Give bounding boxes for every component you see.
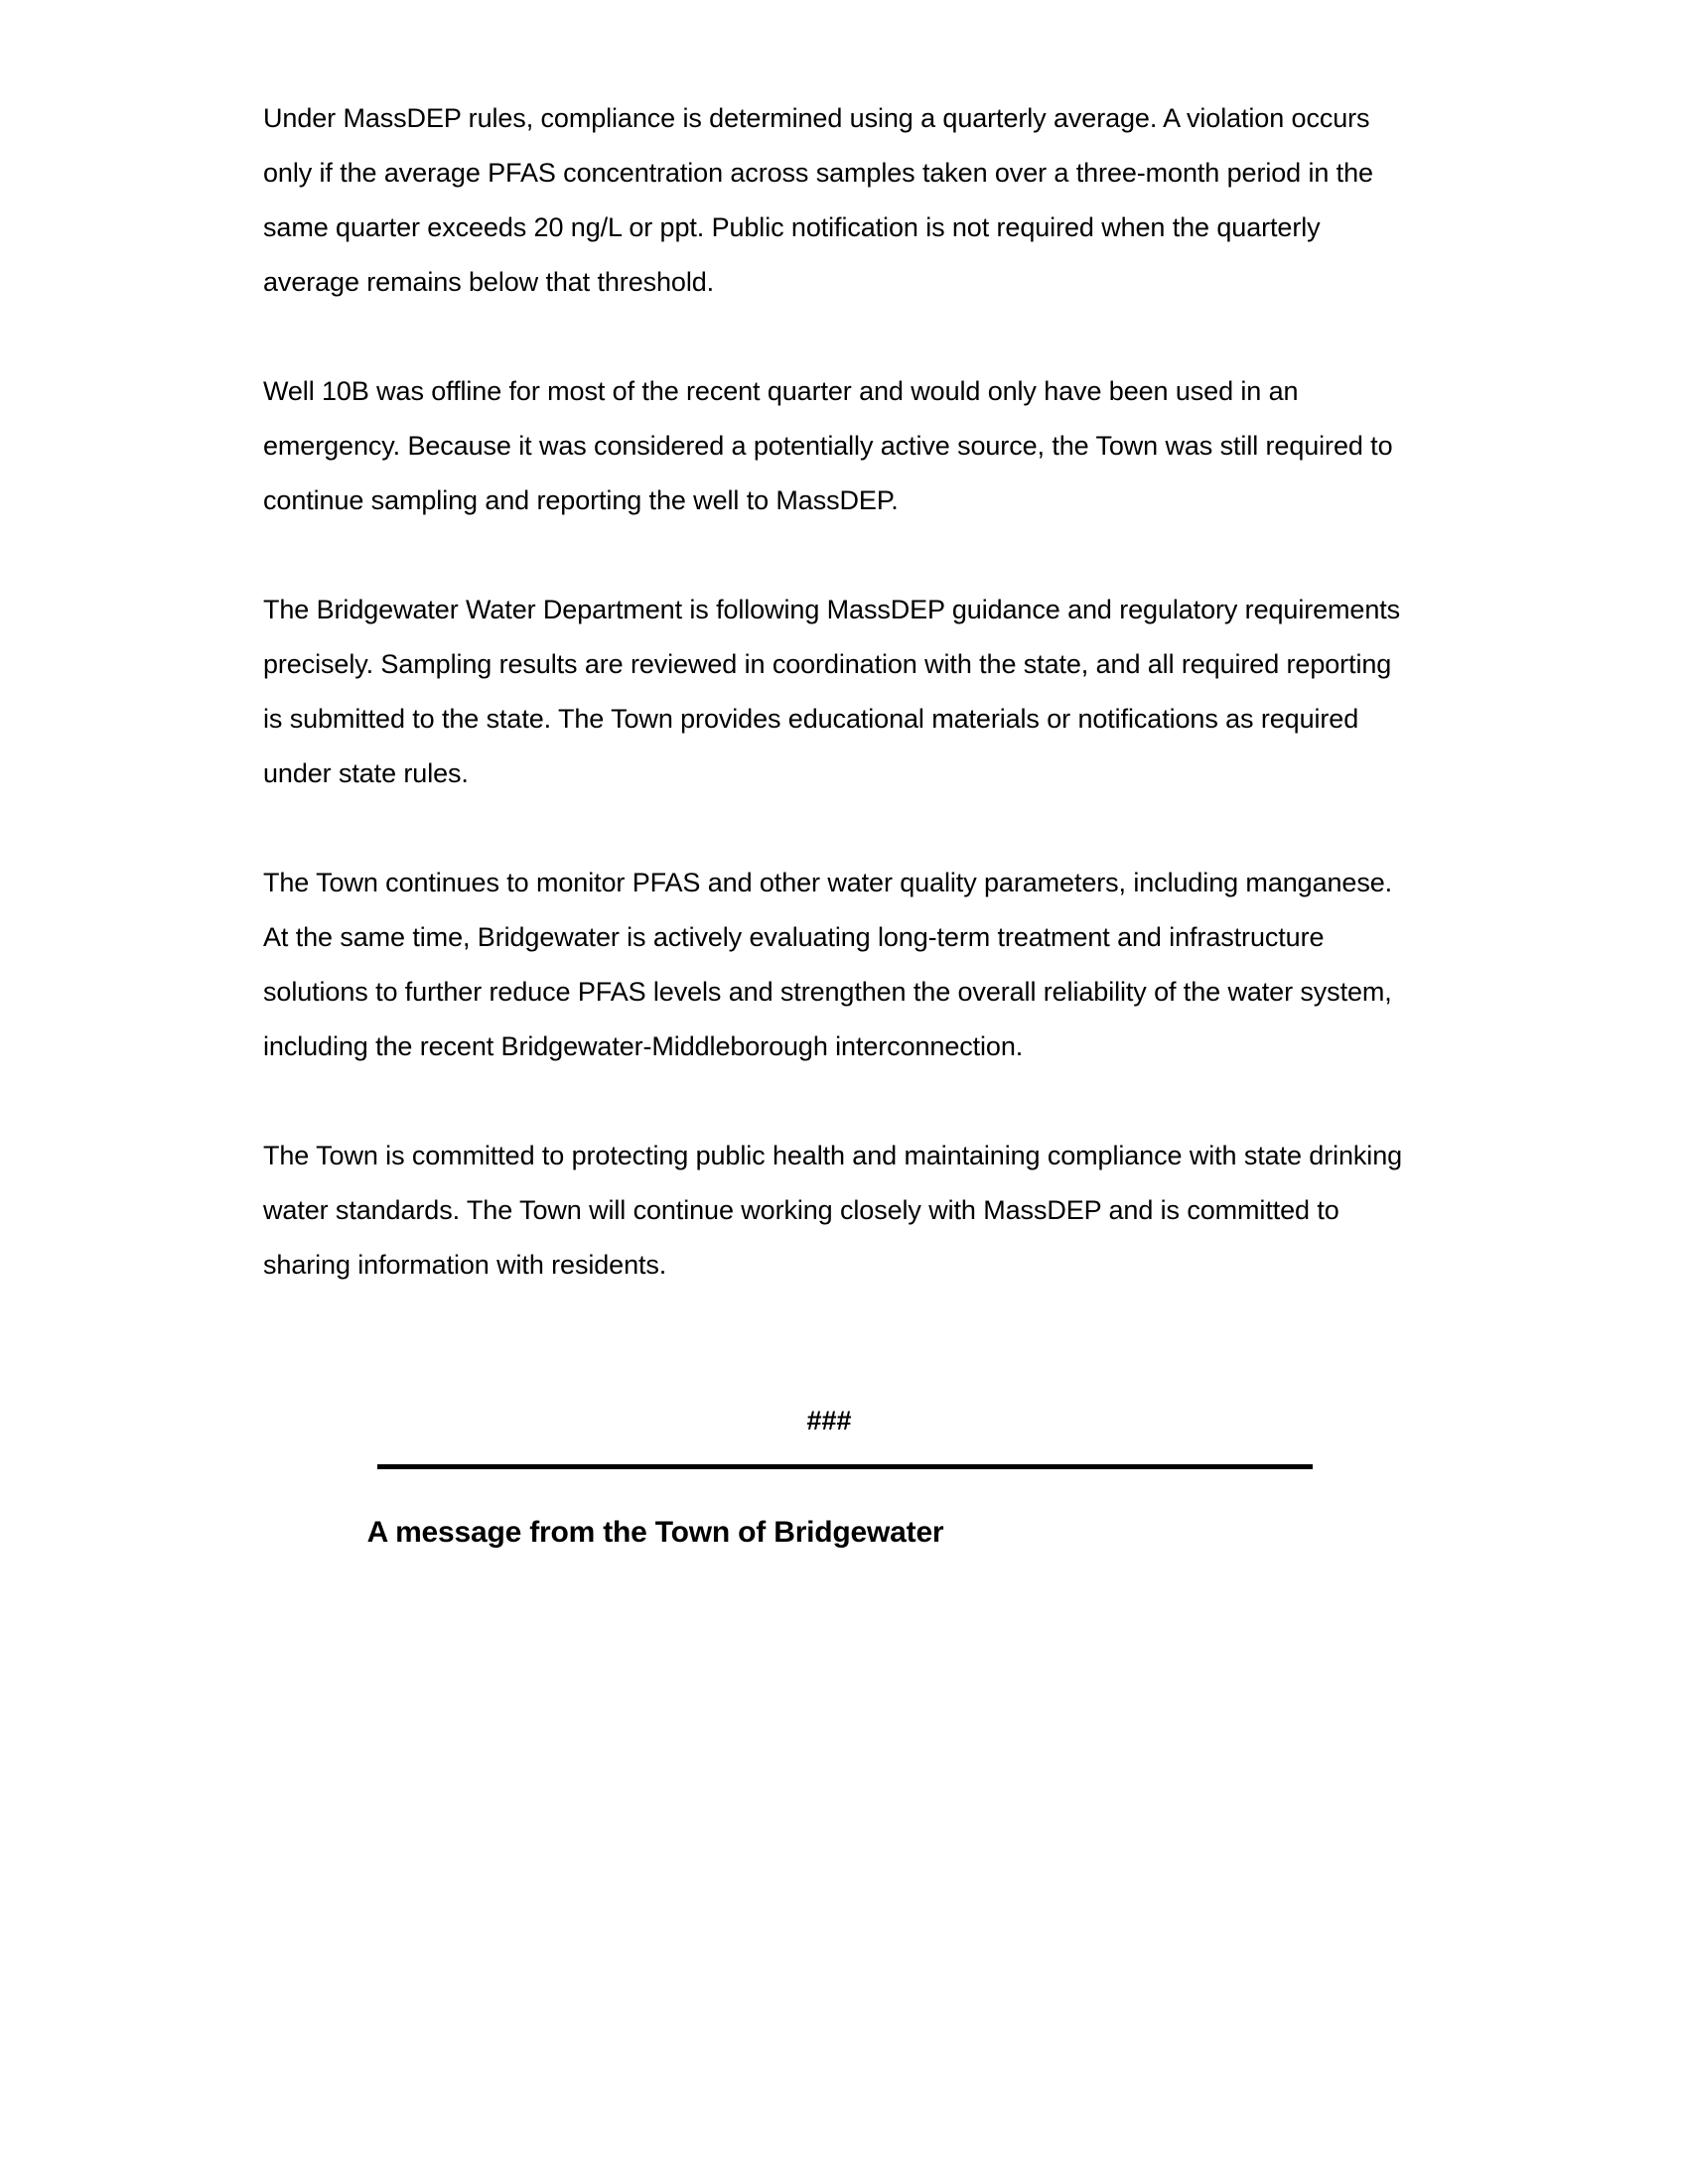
body-text-block	[263, 91, 1415, 1293]
signature-line: A message from the Town of Bridgewater	[366, 1516, 944, 1549]
paragraph-2: Well 10B was offline for most of the recent quarter and would only have been used in an emergency. Because it was considered a potentially active source, the Town was still required to continue sampling and reporting the well to MassDEP.	[263, 376, 1393, 515]
end-of-release-mark: ###	[806, 1406, 852, 1435]
paragraph-3: The Bridgewater Water Department is following MassDEP guidance and regulatory requirements precisely. Sampling results are reviewed in coordination with the state, and all required reporting is submitted to the state. The Town provides educational materials or notifications as required under state rules.	[263, 595, 1401, 788]
paragraph-5: The Town is committed to protecting public health and maintaining compliance with state drinking water standards. The Town will continue working closely with MassDEP and is committed to sharing information with residents.	[263, 1141, 1403, 1280]
closing-block	[263, 1394, 1415, 1560]
divider-rule-container	[263, 1464, 1415, 1484]
horizontal-divider	[377, 1464, 1313, 1469]
paragraph-1: Under MassDEP rules, compliance is determined using a quarterly average. A violation occurs only if the average PFAS concentration across samples taken over a three-month period in the same quarter exceeds 20 ng/L or ppt. Public notification is not required when the quarterly average remains below that threshold.	[263, 103, 1373, 297]
paragraph-4: The Town continues to monitor PFAS and other water quality parameters, including manganese. At the same time, Bridgewater is actively evaluating long-term treatment and infrastructure solutions to further reduce PFAS levels and strengthen the overall reliability of the water system, including the recent Bridgewater-Middleborough interconnection.	[263, 868, 1393, 1061]
